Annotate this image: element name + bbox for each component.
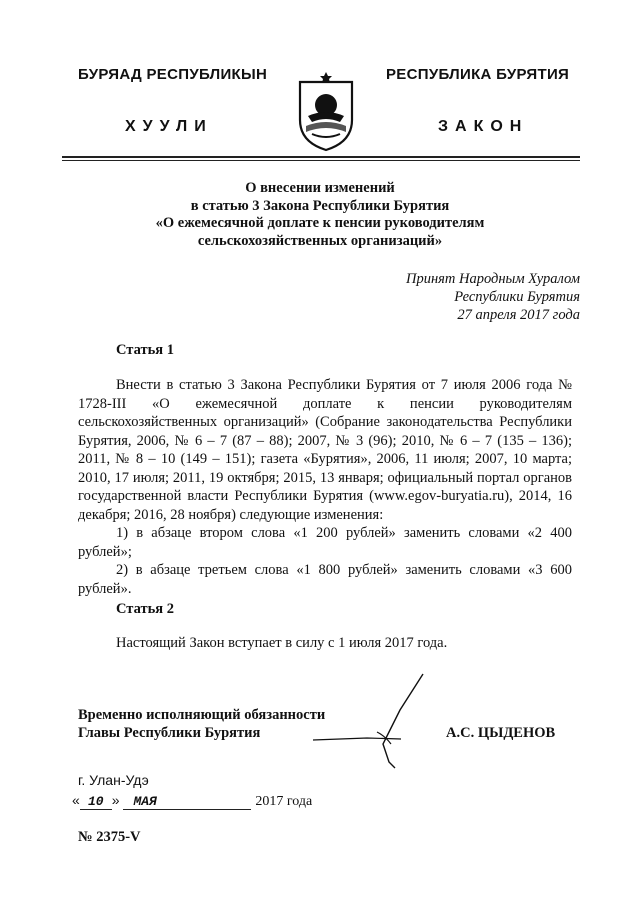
law-title-line: «О ежемесячной доплате к пенсии руководителям — [155, 215, 485, 231]
date-open-quote: « — [72, 792, 80, 808]
date-year: 2017 года — [255, 794, 313, 809]
date-line — [72, 792, 312, 810]
signatory-position — [78, 706, 325, 742]
signatory-position-line: Главы Республики Бурятия — [78, 725, 261, 741]
article-2-body — [78, 634, 572, 653]
law-title-line: О внесении изменений — [245, 180, 395, 196]
article-1-heading: Статья 1 — [116, 342, 174, 358]
header-right-doc-type: ЗАКОН — [438, 118, 529, 135]
date-day: 10 — [80, 794, 112, 810]
date-month: МАЯ — [123, 794, 251, 810]
law-number: № 2375-V — [78, 829, 141, 845]
signatory-name: А.С. ЦЫДЕНОВ — [446, 725, 556, 741]
header-left-title: БУРЯАД РЕСПУБЛИКЫН — [78, 66, 268, 83]
article-2-paragraph: Настоящий Закон вступает в силу с 1 июля 2017 года. — [116, 635, 448, 651]
article-2-heading: Статья 2 — [116, 601, 174, 617]
article-1-body — [78, 376, 572, 598]
handwritten-signature — [305, 670, 435, 780]
article-1-item: 2) в абзаце третьем слова «1 800 рублей» заменить словами «3 600 рублей». — [78, 562, 572, 597]
adoption-note — [320, 270, 580, 324]
header-rule-thin — [62, 160, 580, 161]
city: г. Улан-Удэ — [78, 772, 149, 788]
adoption-line: 27 апреля 2017 года — [457, 307, 580, 323]
adoption-line: Республики Бурятия — [454, 289, 580, 305]
date-close-quote: » — [111, 792, 120, 808]
header-left-doc-type: ХУУЛИ — [125, 118, 213, 135]
coat-of-arms-icon — [296, 70, 356, 152]
article-1-item: 1) в абзаце втором слова «1 200 рублей» заменить словами «2 400 рублей»; — [78, 525, 572, 560]
law-title — [60, 180, 580, 250]
adoption-line: Принят Народным Хуралом — [405, 271, 580, 287]
header-right-title: РЕСПУБЛИКА БУРЯТИЯ — [386, 66, 570, 83]
header-rule-thick — [62, 156, 580, 158]
law-title-line: сельскохозяйственных организаций» — [197, 232, 443, 249]
article-1-paragraph: Внести в статью 3 Закона Республики Бурятия от 7 июля 2006 года № 1728-III «О ежемесячной доплате к пенсии руководителям сельскохозяйственных организаций» (Собрание законодательства Республики Бурятия, 2006, № 6 – 7 (87 – 88); 2007, № 3 (96); 2010, № 6 – 7 (135 – 136); 2011, № 8 – 10 (149 – 151); газета «Бурятия», 2006, 11 июля; 2007, 10 марта; 2010, 17 июля; 2011, 19 октября; 2015, 13 января; официальный портал органов государственной власти Республики Бурятия (www.egov-buryatia.ru), 2014, 16 декабря; 2016, 28 ноября) следующие изменения: — [78, 377, 572, 523]
law-title-line: в статью 3 Закона Республики Бурятия — [190, 197, 450, 214]
signatory-position-line: Временно исполняющий обязанности — [78, 707, 326, 723]
